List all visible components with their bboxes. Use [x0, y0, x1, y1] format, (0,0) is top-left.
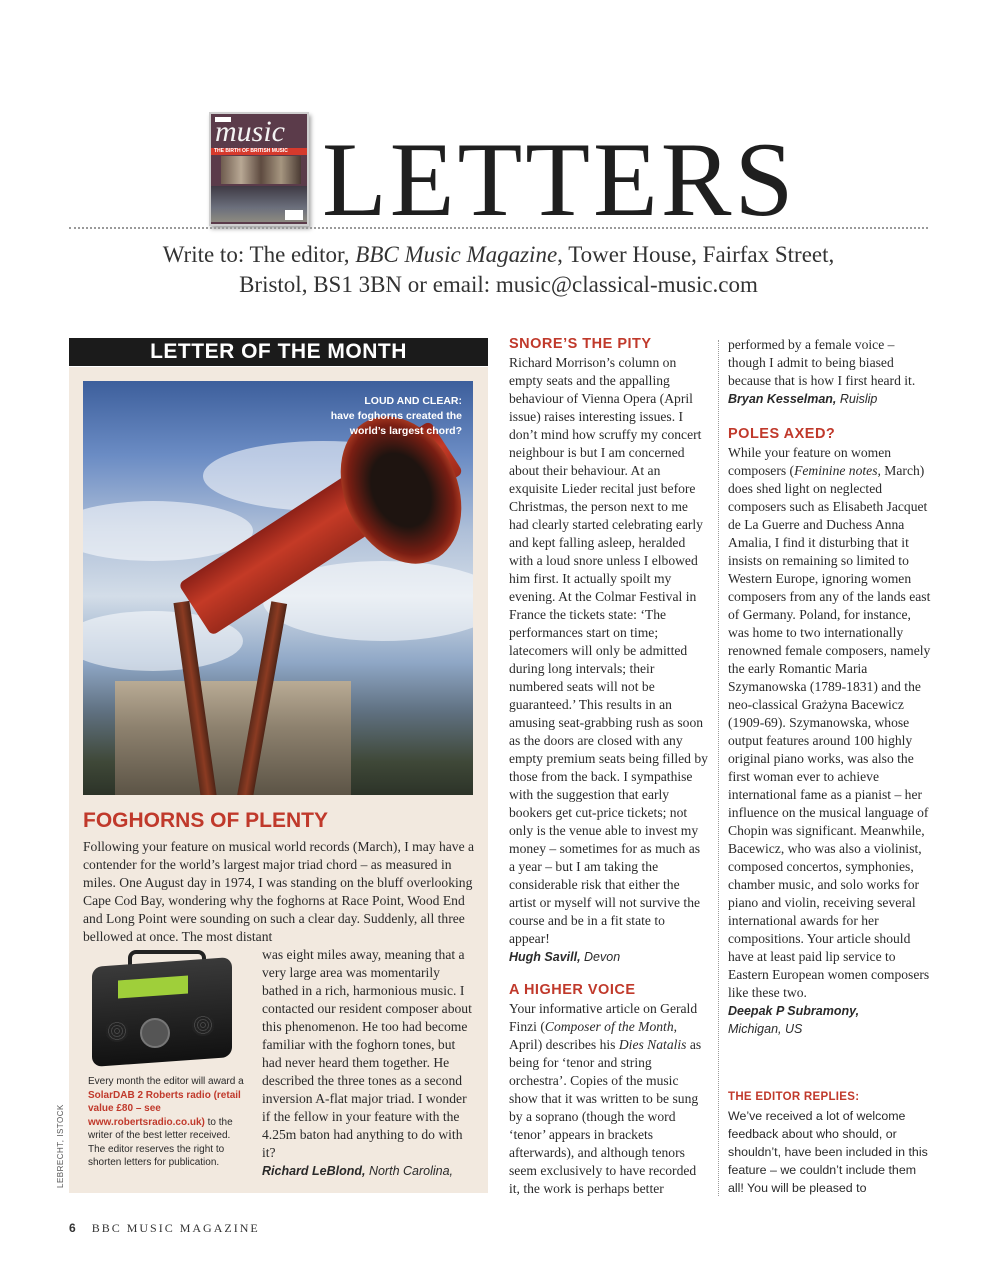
speaker-icon: [106, 1020, 128, 1042]
letter-signature: [262, 1164, 453, 1178]
signature-place: North Carolina,: [365, 1164, 454, 1178]
cover-masthead: music: [215, 115, 285, 148]
page-title: LETTERS: [322, 121, 797, 238]
higher-voice-signature-name: Bryan Kesselman,: [728, 392, 837, 406]
publication-name: BBC MUSIC MAGAZINE: [91, 1221, 260, 1235]
higher-voice-italic-1: Composer of the Month: [544, 1019, 674, 1034]
higher-voice-signature-place: Ruislip: [836, 392, 878, 406]
snore-body: Richard Morrison’s column on empty seats and the appalling behaviour of Vienna Opera (April issue) raises interesting issues. I don’t mind how scruffy my concert neighbour is but I am concerned about their behaviour. At an exquisite Lieder recital just before Christmas, the person next to me had clearly started celebrating early and kept falling asleep, heralded with a loud snore unless I elbowed him first. It actually spoilt my evening. At the Colmar Festival in France the tickets state: ‘The performances start on time; latecomers will only be admitted during long intervals; their numbered seats will not be guaranteed.’ This results in an amusing seat-grabbing rush as soon as the doors are closed with any empty premium seats being filled by those from the back. I sympathise with the suggestion that early bookers get cut-price tickets; not only is the venue able to invest my money – sometimes for as much as a year – but I am taking the considerable risk that either the artist or myself will not survive the course and be in a fit state to appear!: [509, 355, 708, 946]
radio-body: [92, 957, 232, 1067]
concrete-pier: [115, 681, 351, 795]
editor-replies-heading: THE EDITOR REPLIES:: [728, 1091, 860, 1103]
letter-of-month-banner: LETTER OF THE MONTH: [69, 338, 488, 366]
snore-signature: [509, 950, 620, 964]
editor-replies-body: We’ve received a lot of welcome feedback about who should, or shouldn’t, have been included in this feature – we couldn’t include them all! You will be pleased to: [728, 1109, 928, 1195]
poles-text-2: March) does shed light on neglected composers such as Elisabeth Jacquet de La Guerre and Duchess Anna Amalia, I find it disturbing that it insists on remaining so limited to Western Europe, ignoring women composers from any of the lands east of Germany. Poland, for instance, was home to two internationally renowned female composers, namely the early Romantic Maria Szymanowska (1789-1831) and the neo-classical Grażyna Bacewicz (1909-69). Szymanowska, whose output features around 100 highly original piano works, was also the first woman ever to achieve international fame as a pianist – her influence on the musical language of Chopin was significant. Meanwhile, Bacewicz, who was also a violinist, composed concertos, symphonies, chamber music, and solo works for piano and violin, receiving several international awards for her compositions. Your article should have at least paid lip service to Eastern European women composers like these two.: [728, 463, 931, 1000]
higher-voice-text-1: Your informative article on Gerald Finzi (: [509, 1001, 698, 1034]
header-divider: [69, 227, 928, 229]
page-footer: [69, 1221, 260, 1236]
barcode-icon: [285, 210, 303, 220]
column-divider: [718, 340, 719, 1196]
foghorn-photo: [83, 381, 473, 795]
higher-voice-continued: [728, 336, 933, 408]
write-to-line2: Bristol, BS1 3BN or email: music@classical-music.com: [239, 272, 758, 297]
higher-voice-signature: [728, 392, 877, 406]
higher-voice-italic-2: Dies Natalis: [618, 1037, 687, 1052]
snore-letter: [509, 354, 709, 966]
cover-line: THE BIRTH OF BRITISH MUSIC: [214, 148, 288, 154]
photo-caption-text: have foghorns created the world’s largest chord?: [330, 410, 462, 437]
higher-voice-letter: [509, 1000, 709, 1198]
write-to-prefix: Write to: The editor,: [162, 242, 356, 267]
poles-heading: POLES AXED?: [728, 426, 836, 442]
higher-voice-text-3: as being for ‘tenor and string orchestra’. Copies of the music show that it was written to be sung by a soprano (though the word ‘tenor’ appears in brackets afterwards), and although tenors seem exclusively to have recorded it, the work is perhaps better: [509, 1037, 702, 1196]
higher-voice-cont: performed by a female voice – though I admit to being biased because that is how I first heard it.: [728, 337, 916, 388]
poles-signature-name: Deepak P Subramony,: [728, 1004, 860, 1018]
speaker-icon: [192, 1014, 214, 1036]
page-number: 6: [69, 1221, 78, 1235]
photo-caption-bold: LOUD AND CLEAR:: [364, 395, 462, 407]
signature-name: Richard LeBlond,: [262, 1164, 366, 1178]
prize-highlight: SolarDAB 2 Roberts radio (retail value £80 – see www.robertsradio.co.uk): [88, 1089, 241, 1128]
poles-signature-place: Michigan, US: [728, 1022, 803, 1036]
poles-italic: Feminine notes,: [794, 463, 881, 478]
snore-heading: SNORE’S THE PITY: [509, 336, 652, 352]
poles-text-1: While your feature on women composers (: [728, 445, 892, 478]
higher-voice-text-2: , April) describes his: [509, 1019, 678, 1052]
write-to-line1-rest: , Tower House, Fairfax Street,: [557, 242, 835, 267]
prize-text-1: Every month the editor will award a: [88, 1076, 244, 1087]
poles-letter: [728, 444, 933, 1038]
prize-text-2: to the writer of the best letter received. The editor reserves the right to shorten letters for publication.: [88, 1116, 233, 1168]
higher-voice-heading: A HIGHER VOICE: [509, 982, 636, 998]
letter-body-bottom: [262, 946, 476, 1180]
snore-signature-place: Devon: [580, 950, 621, 964]
photo-caption: [300, 394, 462, 439]
radio-knob: [140, 1018, 170, 1048]
poles-signature: [728, 1004, 859, 1036]
cover-portraits: [221, 156, 301, 184]
write-to-magazine: BBC Music Magazine: [355, 242, 558, 267]
prize-caption: [88, 1075, 248, 1170]
write-to-address: [69, 240, 928, 300]
letter-body-top: Following your feature on musical world records (March), I may have a contender for the world’s largest major triad chord – as measured in miles. One August day in 1974, I was standing on the bluff overlooking Cape Cod Bay, wondering why the foghorns at Race Point, Wood End and Long Point were sounding on such a clear day. Suddenly, all three bellowed at once. The most distant: [83, 839, 475, 944]
photo-credit: LEBRECHT, ISTOCK: [56, 1104, 65, 1188]
letter-body-bottom-text: was eight miles away, meaning that a very large area was momentarily bathed in a rich, harmonious music. I contacted our resident composer about this phenomenon. He too had become familiar with the foghorn tones, but had never heard them together. He described the three tones as a second inversion A-flat major triad. I wonder if the fellow in your feature with the 4.25m baton had anything to do with it?: [262, 947, 472, 1160]
magazine-cover-thumbnail: [209, 112, 309, 226]
radio-prize-image: [88, 950, 238, 1068]
snore-signature-name: Hugh Savill,: [509, 950, 581, 964]
letter-heading: FOGHORNS OF PLENTY: [83, 809, 329, 832]
